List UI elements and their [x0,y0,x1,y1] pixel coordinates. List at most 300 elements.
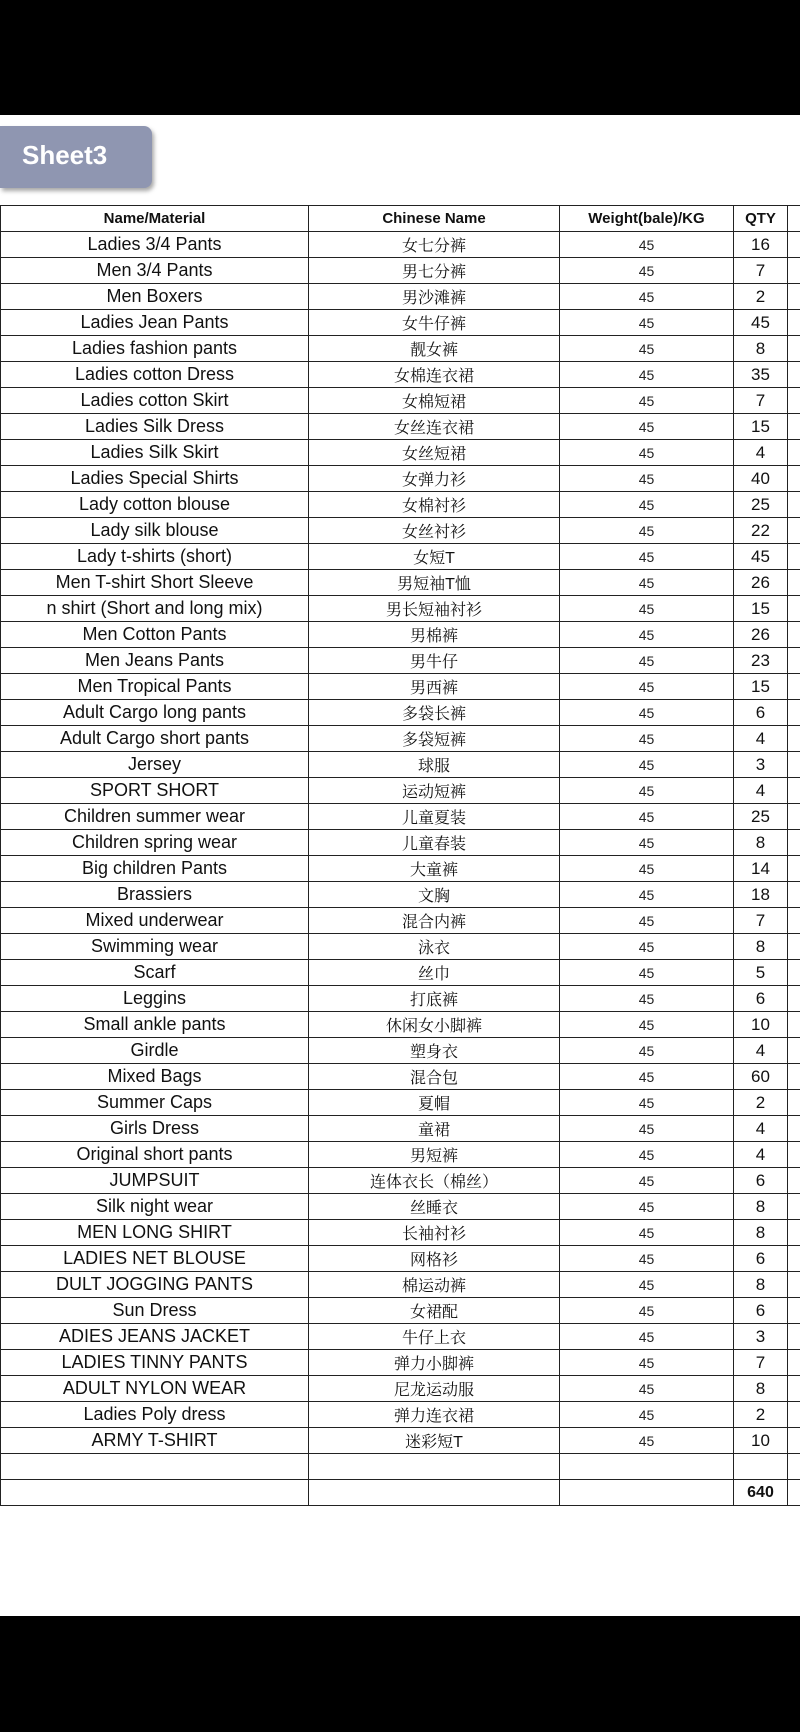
cell-name-material[interactable]: Ladies Silk Dress [1,414,309,440]
top-black-bar [0,0,800,115]
table-row [1,1428,800,1454]
cell-weight[interactable]: 45 [560,440,734,466]
cell-extra[interactable] [788,544,800,570]
cell-chinese-name[interactable]: 连体衣长（棉丝） [309,1168,560,1194]
cell-chinese-name[interactable]: 长袖衬衫 [309,1220,560,1246]
cell-qty[interactable]: 16 [734,232,788,258]
table-row [1,518,800,544]
cell-chinese-name[interactable]: 球服 [309,752,560,778]
cell-extra[interactable] [788,752,800,778]
cell-chinese-name[interactable]: 女丝短裙 [309,440,560,466]
cell-weight[interactable]: 45 [560,986,734,1012]
cell-chinese-name[interactable]: 女七分裤 [309,232,560,258]
cell-extra[interactable] [788,388,800,414]
table-row [1,466,800,492]
cell-extra[interactable] [788,1480,800,1506]
cell-extra[interactable] [788,258,800,284]
cell-extra[interactable] [788,1142,800,1168]
cell-qty[interactable]: 8 [734,1220,788,1246]
cell-extra[interactable] [788,648,800,674]
cell-chinese-name[interactable]: 男长短袖衬衫 [309,596,560,622]
cell-chinese-name[interactable]: 塑身衣 [309,1038,560,1064]
cell-chinese-name[interactable]: 泳衣 [309,934,560,960]
empty-row [1,1454,800,1480]
table-row [1,1298,800,1324]
cell-chinese-name[interactable]: 文胸 [309,882,560,908]
cell-name-material[interactable]: Girdle [1,1038,309,1064]
cell-weight[interactable]: 45 [560,960,734,986]
cell-qty[interactable]: 22 [734,518,788,544]
cell-name-material[interactable]: Ladies fashion pants [1,336,309,362]
header-name-material: Name/Material [1,206,309,232]
cell-weight[interactable]: 45 [560,1012,734,1038]
cell-weight[interactable]: 45 [560,1246,734,1272]
cell-weight[interactable]: 45 [560,232,734,258]
table-row [1,1194,800,1220]
cell-qty[interactable] [734,1454,788,1480]
cell-qty[interactable]: 2 [734,1402,788,1428]
table-row [1,1090,800,1116]
table-row [1,1246,800,1272]
cell-weight[interactable]: 45 [560,1376,734,1402]
cell-name-material[interactable]: Ladies Special Shirts [1,466,309,492]
cell-qty[interactable]: 8 [734,1194,788,1220]
cell-extra[interactable] [788,1376,800,1402]
table-row [1,1272,800,1298]
cell-extra[interactable] [788,1272,800,1298]
cell-weight[interactable] [560,1454,734,1480]
table-row [1,440,800,466]
cell-qty[interactable]: 10 [734,1012,788,1038]
cell-chinese-name[interactable]: 多袋短裤 [309,726,560,752]
header-extra-cell [788,206,800,232]
cell-weight[interactable]: 45 [560,544,734,570]
cell-chinese-name[interactable]: 休闲女小脚裤 [309,1012,560,1038]
cell-qty[interactable]: 8 [734,336,788,362]
cell-extra[interactable] [788,1402,800,1428]
cell-chinese-name[interactable]: 男短袖T恤 [309,570,560,596]
cell-weight[interactable]: 45 [560,1298,734,1324]
cell-qty[interactable]: 3 [734,1324,788,1350]
cell-qty[interactable]: 4 [734,1142,788,1168]
cell-weight[interactable]: 45 [560,908,734,934]
cell-name-material[interactable]: Girls Dress [1,1116,309,1142]
cell-qty[interactable]: 23 [734,648,788,674]
cell-chinese-name[interactable]: 打底裤 [309,986,560,1012]
header-weight: Weight(bale)/KG [560,206,734,232]
total-row [1,1480,800,1506]
cell-extra[interactable] [788,1324,800,1350]
cell-name-material[interactable]: JUMPSUIT [1,1168,309,1194]
cell-chinese-name[interactable]: 混合包 [309,1064,560,1090]
cell-weight[interactable]: 45 [560,388,734,414]
cell-name-material[interactable]: SPORT SHORT [1,778,309,804]
cell-chinese-name[interactable]: 运动短裤 [309,778,560,804]
header-chinese-name: Chinese Name [309,206,560,232]
table-row [1,908,800,934]
cell-extra[interactable] [788,232,800,258]
sheet-tab[interactable] [0,126,152,188]
table-row [1,882,800,908]
cell-qty[interactable]: 4 [734,778,788,804]
table-row [1,362,800,388]
cell-qty[interactable]: 60 [734,1064,788,1090]
cell-weight[interactable]: 45 [560,1220,734,1246]
cell-name-material[interactable] [1,1454,309,1480]
cell-chinese-name[interactable]: 丝睡衣 [309,1194,560,1220]
cell-qty[interactable]: 6 [734,986,788,1012]
cell-name-material[interactable]: LADIES NET BLOUSE [1,1246,309,1272]
cell-name-material[interactable]: Scarf [1,960,309,986]
cell-name-material[interactable]: Adult Cargo long pants [1,700,309,726]
cell-qty[interactable]: 4 [734,1038,788,1064]
cell-name-material[interactable]: Children summer wear [1,804,309,830]
table-row [1,1168,800,1194]
cell-extra[interactable] [788,1428,800,1454]
table-row [1,258,800,284]
table-row [1,1220,800,1246]
cell-qty[interactable]: 8 [734,1376,788,1402]
cell-extra[interactable] [788,1350,800,1376]
cell-weight[interactable]: 45 [560,284,734,310]
cell-extra[interactable] [788,1246,800,1272]
table-row [1,648,800,674]
cell-extra[interactable] [788,1064,800,1090]
cell-qty[interactable]: 45 [734,310,788,336]
table-row [1,544,800,570]
cell-name-material[interactable]: Ladies cotton Skirt [1,388,309,414]
cell-extra[interactable] [788,414,800,440]
cell-extra[interactable] [788,1220,800,1246]
cell-weight[interactable]: 45 [560,622,734,648]
cell-extra[interactable] [788,960,800,986]
cell-extra[interactable] [788,466,800,492]
cell-extra[interactable] [788,492,800,518]
cell-qty[interactable]: 26 [734,570,788,596]
cell-weight[interactable]: 45 [560,570,734,596]
cell-name-material[interactable]: n shirt (Short and long mix) [1,596,309,622]
cell-weight[interactable]: 45 [560,726,734,752]
table-row [1,726,800,752]
table-row [1,856,800,882]
cell-name-material[interactable]: Mixed Bags [1,1064,309,1090]
cell-extra[interactable] [788,986,800,1012]
cell-name-material[interactable]: Men T-shirt Short Sleeve [1,570,309,596]
cell-extra[interactable] [788,934,800,960]
cell-qty[interactable]: 18 [734,882,788,908]
cell-weight[interactable]: 45 [560,1324,734,1350]
table-row [1,934,800,960]
cell-name-material[interactable]: Swimming wear [1,934,309,960]
cell-weight[interactable]: 45 [560,1428,734,1454]
table-row [1,1402,800,1428]
table-row [1,570,800,596]
cell-weight[interactable]: 45 [560,804,734,830]
header-row [1,206,800,232]
cell-weight[interactable]: 45 [560,1168,734,1194]
cell-name-material[interactable]: MEN LONG SHIRT [1,1220,309,1246]
cell-extra[interactable] [788,310,800,336]
table-row [1,336,800,362]
cell-name-material[interactable]: LADIES TINNY PANTS [1,1350,309,1376]
cell-weight[interactable]: 45 [560,310,734,336]
cell-name-material[interactable]: Brassiers [1,882,309,908]
cell-chinese-name[interactable]: 夏帽 [309,1090,560,1116]
cell-extra[interactable] [788,908,800,934]
cell-extra[interactable] [788,726,800,752]
cell-chinese-name[interactable]: 混合内裤 [309,908,560,934]
cell-qty[interactable]: 15 [734,674,788,700]
table-row [1,960,800,986]
cell-weight[interactable]: 45 [560,362,734,388]
cell-qty[interactable]: 26 [734,622,788,648]
cell-extra[interactable] [788,596,800,622]
cell-extra[interactable] [788,1168,800,1194]
cell-qty[interactable]: 3 [734,752,788,778]
cell-chinese-name[interactable]: 儿童夏装 [309,804,560,830]
cell-qty[interactable]: 5 [734,960,788,986]
cell-chinese-name[interactable]: 靓女裤 [309,336,560,362]
cell-qty[interactable]: 7 [734,388,788,414]
cell-extra[interactable] [788,700,800,726]
cell-extra[interactable] [788,1090,800,1116]
cell-extra[interactable] [788,622,800,648]
cell-name-material[interactable]: Lady t-shirts (short) [1,544,309,570]
cell-name-material[interactable]: Men Tropical Pants [1,674,309,700]
cell-chinese-name[interactable]: 儿童春装 [309,830,560,856]
cell-extra[interactable] [788,1298,800,1324]
cell-name-material[interactable]: Men Boxers [1,284,309,310]
cell-extra[interactable] [788,570,800,596]
cell-chinese-name[interactable]: 弹力连衣裙 [309,1402,560,1428]
cell-name-material[interactable]: ADIES JEANS JACKET [1,1324,309,1350]
bottom-black-bar [0,1616,800,1732]
cell-weight[interactable]: 45 [560,1402,734,1428]
cell-name-material[interactable]: Lady silk blouse [1,518,309,544]
cell-chinese-name[interactable]: 男沙滩裤 [309,284,560,310]
cell-qty[interactable]: 2 [734,284,788,310]
cell-qty[interactable]: 8 [734,1272,788,1298]
cell-chinese-name[interactable]: 女丝连衣裙 [309,414,560,440]
table-row [1,674,800,700]
table-row [1,388,800,414]
cell-extra[interactable] [788,1038,800,1064]
table-row [1,596,800,622]
cell-weight[interactable] [560,1480,734,1506]
sheet-tab-label: Sheet3 [22,140,108,170]
cell-chinese-name[interactable]: 女丝衬衫 [309,518,560,544]
table-row [1,622,800,648]
cell-name-material[interactable]: Small ankle pants [1,1012,309,1038]
total-qty-cell[interactable]: 640 [734,1480,788,1506]
cell-chinese-name[interactable]: 男西裤 [309,674,560,700]
cell-qty[interactable]: 40 [734,466,788,492]
cell-name-material[interactable]: Ladies cotton Dress [1,362,309,388]
cell-weight[interactable]: 45 [560,1194,734,1220]
cell-extra[interactable] [788,440,800,466]
cell-qty[interactable]: 8 [734,830,788,856]
table-row [1,1324,800,1350]
cell-chinese-name[interactable]: 女棉短裙 [309,388,560,414]
cell-name-material[interactable]: Leggins [1,986,309,1012]
cell-name-material[interactable]: Jersey [1,752,309,778]
cell-weight[interactable]: 45 [560,466,734,492]
cell-weight[interactable]: 45 [560,1350,734,1376]
cell-chinese-name[interactable] [309,1454,560,1480]
cell-extra[interactable] [788,882,800,908]
table-row [1,232,800,258]
cell-extra[interactable] [788,1454,800,1480]
cell-weight[interactable]: 45 [560,258,734,284]
cell-extra[interactable] [788,518,800,544]
cell-name-material[interactable] [1,1480,309,1506]
cell-weight[interactable]: 45 [560,596,734,622]
cell-qty[interactable]: 4 [734,726,788,752]
cell-weight[interactable]: 45 [560,1038,734,1064]
cell-qty[interactable]: 45 [734,544,788,570]
cell-qty[interactable]: 8 [734,934,788,960]
cell-chinese-name[interactable]: 女弹力衫 [309,466,560,492]
cell-qty[interactable]: 25 [734,492,788,518]
cell-chinese-name[interactable]: 女牛仔裤 [309,310,560,336]
cell-name-material[interactable]: Ladies 3/4 Pants [1,232,309,258]
cell-chinese-name[interactable]: 男棉裤 [309,622,560,648]
cell-chinese-name[interactable]: 棉运动裤 [309,1272,560,1298]
cell-qty[interactable]: 35 [734,362,788,388]
cell-qty[interactable]: 6 [734,1168,788,1194]
cell-name-material[interactable]: Summer Caps [1,1090,309,1116]
cell-chinese-name[interactable]: 女棉衬衫 [309,492,560,518]
cell-qty[interactable]: 6 [734,1298,788,1324]
cell-qty[interactable]: 10 [734,1428,788,1454]
cell-chinese-name[interactable]: 女短T [309,544,560,570]
table-row [1,414,800,440]
cell-extra[interactable] [788,778,800,804]
cell-extra[interactable] [788,830,800,856]
cell-weight[interactable]: 45 [560,830,734,856]
cell-name-material[interactable]: Children spring wear [1,830,309,856]
cell-extra[interactable] [788,856,800,882]
cell-qty[interactable]: 4 [734,440,788,466]
cell-qty[interactable]: 6 [734,1246,788,1272]
cell-qty[interactable]: 4 [734,1116,788,1142]
cell-extra[interactable] [788,336,800,362]
cell-name-material[interactable]: ARMY T-SHIRT [1,1428,309,1454]
cell-weight[interactable]: 45 [560,1064,734,1090]
cell-qty[interactable]: 2 [734,1090,788,1116]
cell-extra[interactable] [788,1012,800,1038]
cell-weight[interactable]: 45 [560,882,734,908]
cell-weight[interactable]: 45 [560,752,734,778]
cell-qty[interactable]: 6 [734,700,788,726]
cell-name-material[interactable]: Men Cotton Pants [1,622,309,648]
cell-qty[interactable]: 15 [734,596,788,622]
cell-name-material[interactable]: Silk night wear [1,1194,309,1220]
cell-weight[interactable]: 45 [560,856,734,882]
cell-qty[interactable]: 14 [734,856,788,882]
cell-qty[interactable]: 7 [734,1350,788,1376]
table-row [1,700,800,726]
cell-chinese-name[interactable]: 男七分裤 [309,258,560,284]
cell-chinese-name[interactable]: 女棉连衣裙 [309,362,560,388]
cell-weight[interactable]: 45 [560,1116,734,1142]
cell-name-material[interactable]: Original short pants [1,1142,309,1168]
cell-chinese-name[interactable]: 男短裤 [309,1142,560,1168]
table-row [1,1038,800,1064]
cell-name-material[interactable]: DULT JOGGING PANTS [1,1272,309,1298]
cell-extra[interactable] [788,674,800,700]
cell-weight[interactable]: 45 [560,700,734,726]
cell-chinese-name[interactable]: 女裙配 [309,1298,560,1324]
cell-name-material[interactable]: Big children Pants [1,856,309,882]
cell-weight[interactable]: 45 [560,1090,734,1116]
cell-name-material[interactable]: Mixed underwear [1,908,309,934]
cell-chinese-name[interactable]: 尼龙运动服 [309,1376,560,1402]
cell-extra[interactable] [788,362,800,388]
table-row [1,492,800,518]
cell-qty[interactable]: 15 [734,414,788,440]
table-body [1,232,800,1506]
cell-chinese-name[interactable]: 男牛仔 [309,648,560,674]
cell-qty[interactable]: 25 [734,804,788,830]
table-row [1,1350,800,1376]
cell-chinese-name[interactable]: 童裙 [309,1116,560,1142]
cell-weight[interactable]: 45 [560,1142,734,1168]
table-row [1,1012,800,1038]
cell-weight[interactable]: 45 [560,1272,734,1298]
cell-chinese-name[interactable]: 弹力小脚裤 [309,1350,560,1376]
cell-name-material[interactable]: Men Jeans Pants [1,648,309,674]
cell-extra[interactable] [788,804,800,830]
cell-name-material[interactable]: ADULT NYLON WEAR [1,1376,309,1402]
cell-weight[interactable]: 45 [560,648,734,674]
cell-chinese-name[interactable]: 牛仔上衣 [309,1324,560,1350]
cell-extra[interactable] [788,1194,800,1220]
header-qty: QTY [734,206,788,232]
table-row [1,778,800,804]
cell-weight[interactable]: 45 [560,492,734,518]
table-row [1,986,800,1012]
cell-qty[interactable]: 7 [734,908,788,934]
cell-weight[interactable]: 45 [560,336,734,362]
cell-extra[interactable] [788,284,800,310]
cell-weight[interactable]: 45 [560,414,734,440]
table-row [1,310,800,336]
cell-qty[interactable]: 7 [734,258,788,284]
cell-name-material[interactable]: Men 3/4 Pants [1,258,309,284]
cell-chinese-name[interactable]: 多袋长裤 [309,700,560,726]
cell-name-material[interactable]: Ladies Silk Skirt [1,440,309,466]
cell-weight[interactable]: 45 [560,778,734,804]
cell-chinese-name[interactable]: 网格衫 [309,1246,560,1272]
cell-name-material[interactable]: Adult Cargo short pants [1,726,309,752]
cell-name-material[interactable]: Ladies Poly dress [1,1402,309,1428]
cell-name-material[interactable]: Sun Dress [1,1298,309,1324]
table-row [1,804,800,830]
table-row [1,1142,800,1168]
cell-weight[interactable]: 45 [560,934,734,960]
cell-weight[interactable]: 45 [560,674,734,700]
cell-weight[interactable]: 45 [560,518,734,544]
cell-name-material[interactable]: Ladies Jean Pants [1,310,309,336]
cell-chinese-name[interactable]: 大童裤 [309,856,560,882]
cell-chinese-name[interactable] [309,1480,560,1506]
cell-name-material[interactable]: Lady cotton blouse [1,492,309,518]
table-row [1,1064,800,1090]
cell-extra[interactable] [788,1116,800,1142]
cell-chinese-name[interactable]: 丝巾 [309,960,560,986]
cell-chinese-name[interactable]: 迷彩短T [309,1428,560,1454]
